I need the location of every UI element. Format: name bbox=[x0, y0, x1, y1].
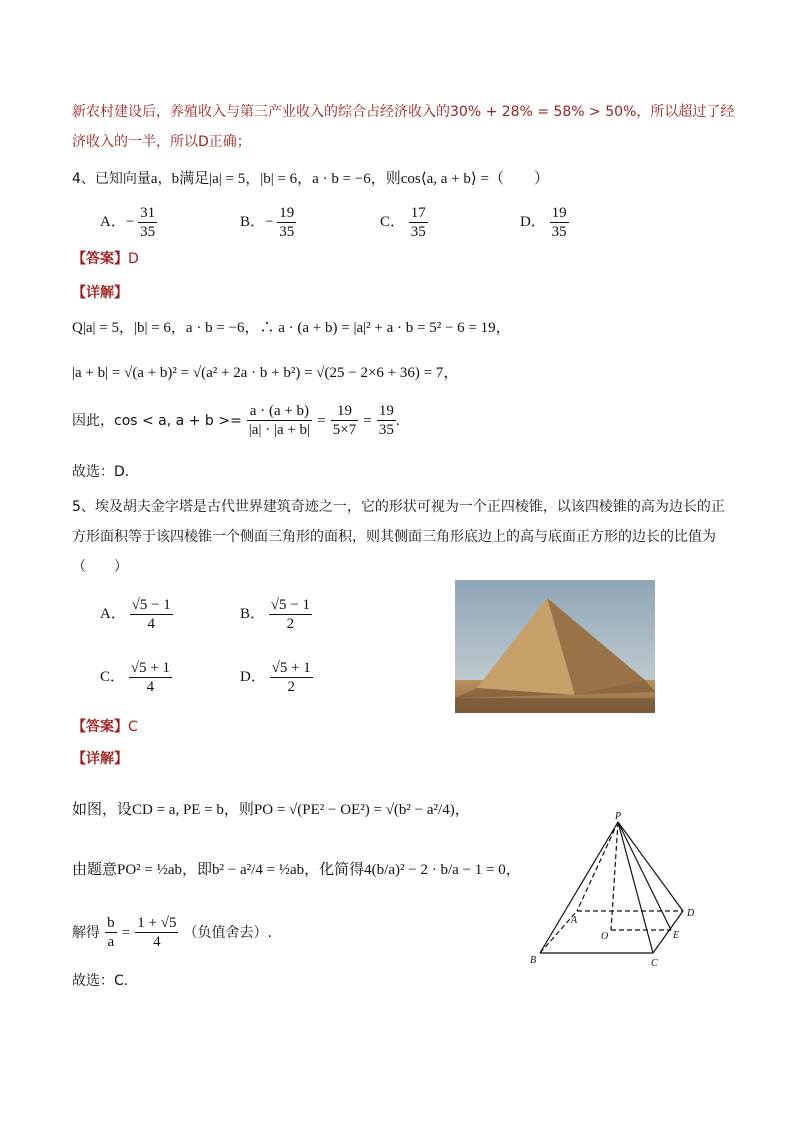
option-letter: A． bbox=[100, 605, 126, 622]
option-fraction bbox=[270, 659, 313, 696]
edge-PA bbox=[577, 822, 618, 911]
option-letter: B． bbox=[240, 213, 266, 230]
q5-stem-line-3: （ ） bbox=[72, 559, 128, 575]
option-letter: D． bbox=[240, 668, 266, 685]
q4-stem bbox=[72, 168, 549, 190]
q5-choose: 故选：C. bbox=[72, 973, 129, 989]
option-fraction bbox=[409, 204, 428, 241]
option-letter: D． bbox=[520, 213, 546, 230]
fraction-denominator: 35 bbox=[378, 422, 394, 438]
q5-detail-label: 【详解】 bbox=[72, 751, 128, 767]
answer-value: C bbox=[128, 719, 138, 735]
carryover-line-1: 新农村建设后，养殖收入与第三产业收入的综合占经济收入的30% + 28% = 58% > 50%，所以超过了经 bbox=[72, 104, 735, 120]
option-fraction bbox=[129, 659, 172, 696]
fraction-19-over-5x7 bbox=[331, 402, 358, 439]
q4-stem-prefix: 4、已知向量 bbox=[72, 171, 151, 187]
detail-prefix: 解得 bbox=[72, 925, 100, 941]
fraction-numerator: 19 bbox=[551, 205, 567, 221]
q4-detail-line-3 bbox=[72, 402, 400, 439]
label-C: C bbox=[651, 958, 658, 969]
answer-value: D bbox=[128, 251, 139, 267]
option-letter: B． bbox=[240, 605, 266, 622]
equals-sign: = bbox=[121, 925, 131, 941]
q4-cos-expression: cos⟨a, a + b⟩ =（ ） bbox=[400, 171, 549, 187]
fraction-numerator: √5 + 1 bbox=[130, 660, 170, 676]
result-fraction bbox=[135, 914, 178, 951]
detail-prefix: 因此，cos < a, a + b >= bbox=[72, 413, 242, 429]
q4-stem-comma: ， bbox=[157, 171, 172, 187]
edge-PO bbox=[611, 822, 618, 930]
fraction-denominator: 2 bbox=[286, 616, 295, 632]
answer-label: 【答案】 bbox=[72, 719, 128, 735]
q5-detail-line-2: 由题意PO² = ½ab，即b² − a²/4 = ½ab，化简得4(b/a)² − 2 · b/a − 1 = 0， bbox=[72, 862, 521, 878]
pyramid-photo bbox=[455, 580, 655, 713]
fraction-numerator: 17 bbox=[410, 205, 426, 221]
fraction-numerator: √5 − 1 bbox=[131, 597, 171, 613]
q5-option-b bbox=[240, 596, 312, 633]
q5-stem-line-2: 方形面积等于该四棱锥一个侧面三角形的面积，则其侧面三角形底边上的高与底面正方形的边长的比值为 bbox=[72, 529, 716, 545]
fraction-numerator: √5 + 1 bbox=[271, 660, 311, 676]
option-fraction bbox=[277, 204, 296, 241]
option-letter: A． bbox=[100, 213, 126, 230]
fraction-numerator: 19 bbox=[331, 402, 358, 421]
label-P: P bbox=[615, 811, 622, 822]
q4-answer bbox=[72, 248, 139, 268]
option-fraction bbox=[269, 596, 312, 633]
option-fraction bbox=[130, 596, 173, 633]
label-A: A bbox=[571, 915, 578, 926]
cos-fraction bbox=[247, 402, 312, 439]
q4-option-b bbox=[240, 204, 296, 241]
q4-conditions: 满足|a| = 5，|b| = 6，a · b = −6，则 bbox=[179, 171, 401, 187]
q4-vector-b: b bbox=[171, 171, 180, 187]
q5-stem-line-1: 5、埃及胡夫金字塔是古代世界建筑奇迹之一，它的形状可视为一个正四棱锥，以该四棱锥的高为边长的正 bbox=[72, 499, 725, 515]
fraction-numerator: a · (a + b) bbox=[247, 402, 312, 421]
ratio-fraction bbox=[105, 914, 117, 951]
fraction-denominator: 4 bbox=[147, 616, 155, 632]
fraction-denominator: 5×7 bbox=[332, 422, 357, 438]
equals-sign: = bbox=[317, 413, 326, 429]
q4-detail-line-2: |a + b| = √(a + b)² = √(a² + 2a · b + b²) = √(25 − 2×6 + 36) = 7， bbox=[72, 365, 459, 381]
equals-sign: = bbox=[363, 413, 372, 429]
edge-PE bbox=[618, 822, 671, 930]
fraction-denominator: 35 bbox=[279, 224, 295, 240]
q4-detail-line-1: Q|a| = 5，|b| = 6，a · b = −6，∴ a · (a + b) = |a|² + a · b = 5² − 6 = 19， bbox=[72, 320, 511, 336]
option-sign: − bbox=[265, 213, 274, 230]
fraction-numerator: 19 bbox=[279, 205, 295, 221]
fraction-numerator: 31 bbox=[140, 205, 156, 221]
q5-option-d bbox=[240, 659, 313, 696]
fraction-19-over-35 bbox=[377, 402, 396, 439]
carryover-line-2: 济收入的一半，所以D正确； bbox=[72, 134, 251, 150]
fraction-denominator: 35 bbox=[410, 224, 426, 240]
q4-option-a bbox=[100, 204, 157, 241]
fraction-denominator: 35 bbox=[551, 224, 567, 240]
q4-vector-a: a bbox=[150, 171, 158, 187]
label-E: E bbox=[673, 930, 680, 941]
pyramid-diagram bbox=[525, 808, 705, 973]
fraction-numerator: 19 bbox=[378, 403, 394, 419]
answer-label: 【答案】 bbox=[72, 251, 128, 267]
q4-option-d bbox=[520, 204, 569, 241]
negative-root-note: （负值舍去）. bbox=[183, 925, 272, 941]
option-letter: C． bbox=[380, 213, 406, 230]
q5-detail-line-1: 如图，设CD = a, PE = b，则PO = √(PE² − OE²) = √(b² − a²/4)， bbox=[72, 802, 470, 818]
q4-detail-label: 【详解】 bbox=[72, 285, 128, 301]
q5-answer bbox=[72, 716, 138, 736]
option-sign: − bbox=[125, 213, 135, 230]
edge-PC bbox=[618, 822, 653, 953]
fraction-denominator: 2 bbox=[287, 679, 295, 695]
fraction-numerator: 1 + √5 bbox=[137, 915, 177, 931]
option-fraction bbox=[550, 204, 569, 241]
fraction-numerator: b bbox=[107, 915, 115, 931]
q5-option-c bbox=[100, 659, 172, 696]
fraction-denominator: 4 bbox=[153, 934, 161, 950]
fraction-denominator: 35 bbox=[140, 224, 156, 240]
q5-option-a bbox=[100, 596, 173, 633]
option-letter: C． bbox=[100, 668, 126, 685]
fraction-denominator: |a| · |a + b| bbox=[248, 422, 311, 438]
label-D: D bbox=[687, 908, 695, 919]
q4-option-c bbox=[380, 204, 428, 241]
period: . bbox=[395, 413, 400, 429]
fraction-denominator: a bbox=[107, 934, 115, 950]
fraction-denominator: 4 bbox=[146, 679, 155, 695]
label-B: B bbox=[530, 955, 537, 966]
edge-PD bbox=[618, 822, 683, 911]
label-O: O bbox=[601, 931, 609, 942]
q4-choose: 故选：D. bbox=[72, 464, 130, 480]
option-fraction bbox=[138, 204, 157, 241]
q5-detail-line-3 bbox=[72, 914, 272, 951]
fraction-numerator: √5 − 1 bbox=[270, 597, 310, 613]
